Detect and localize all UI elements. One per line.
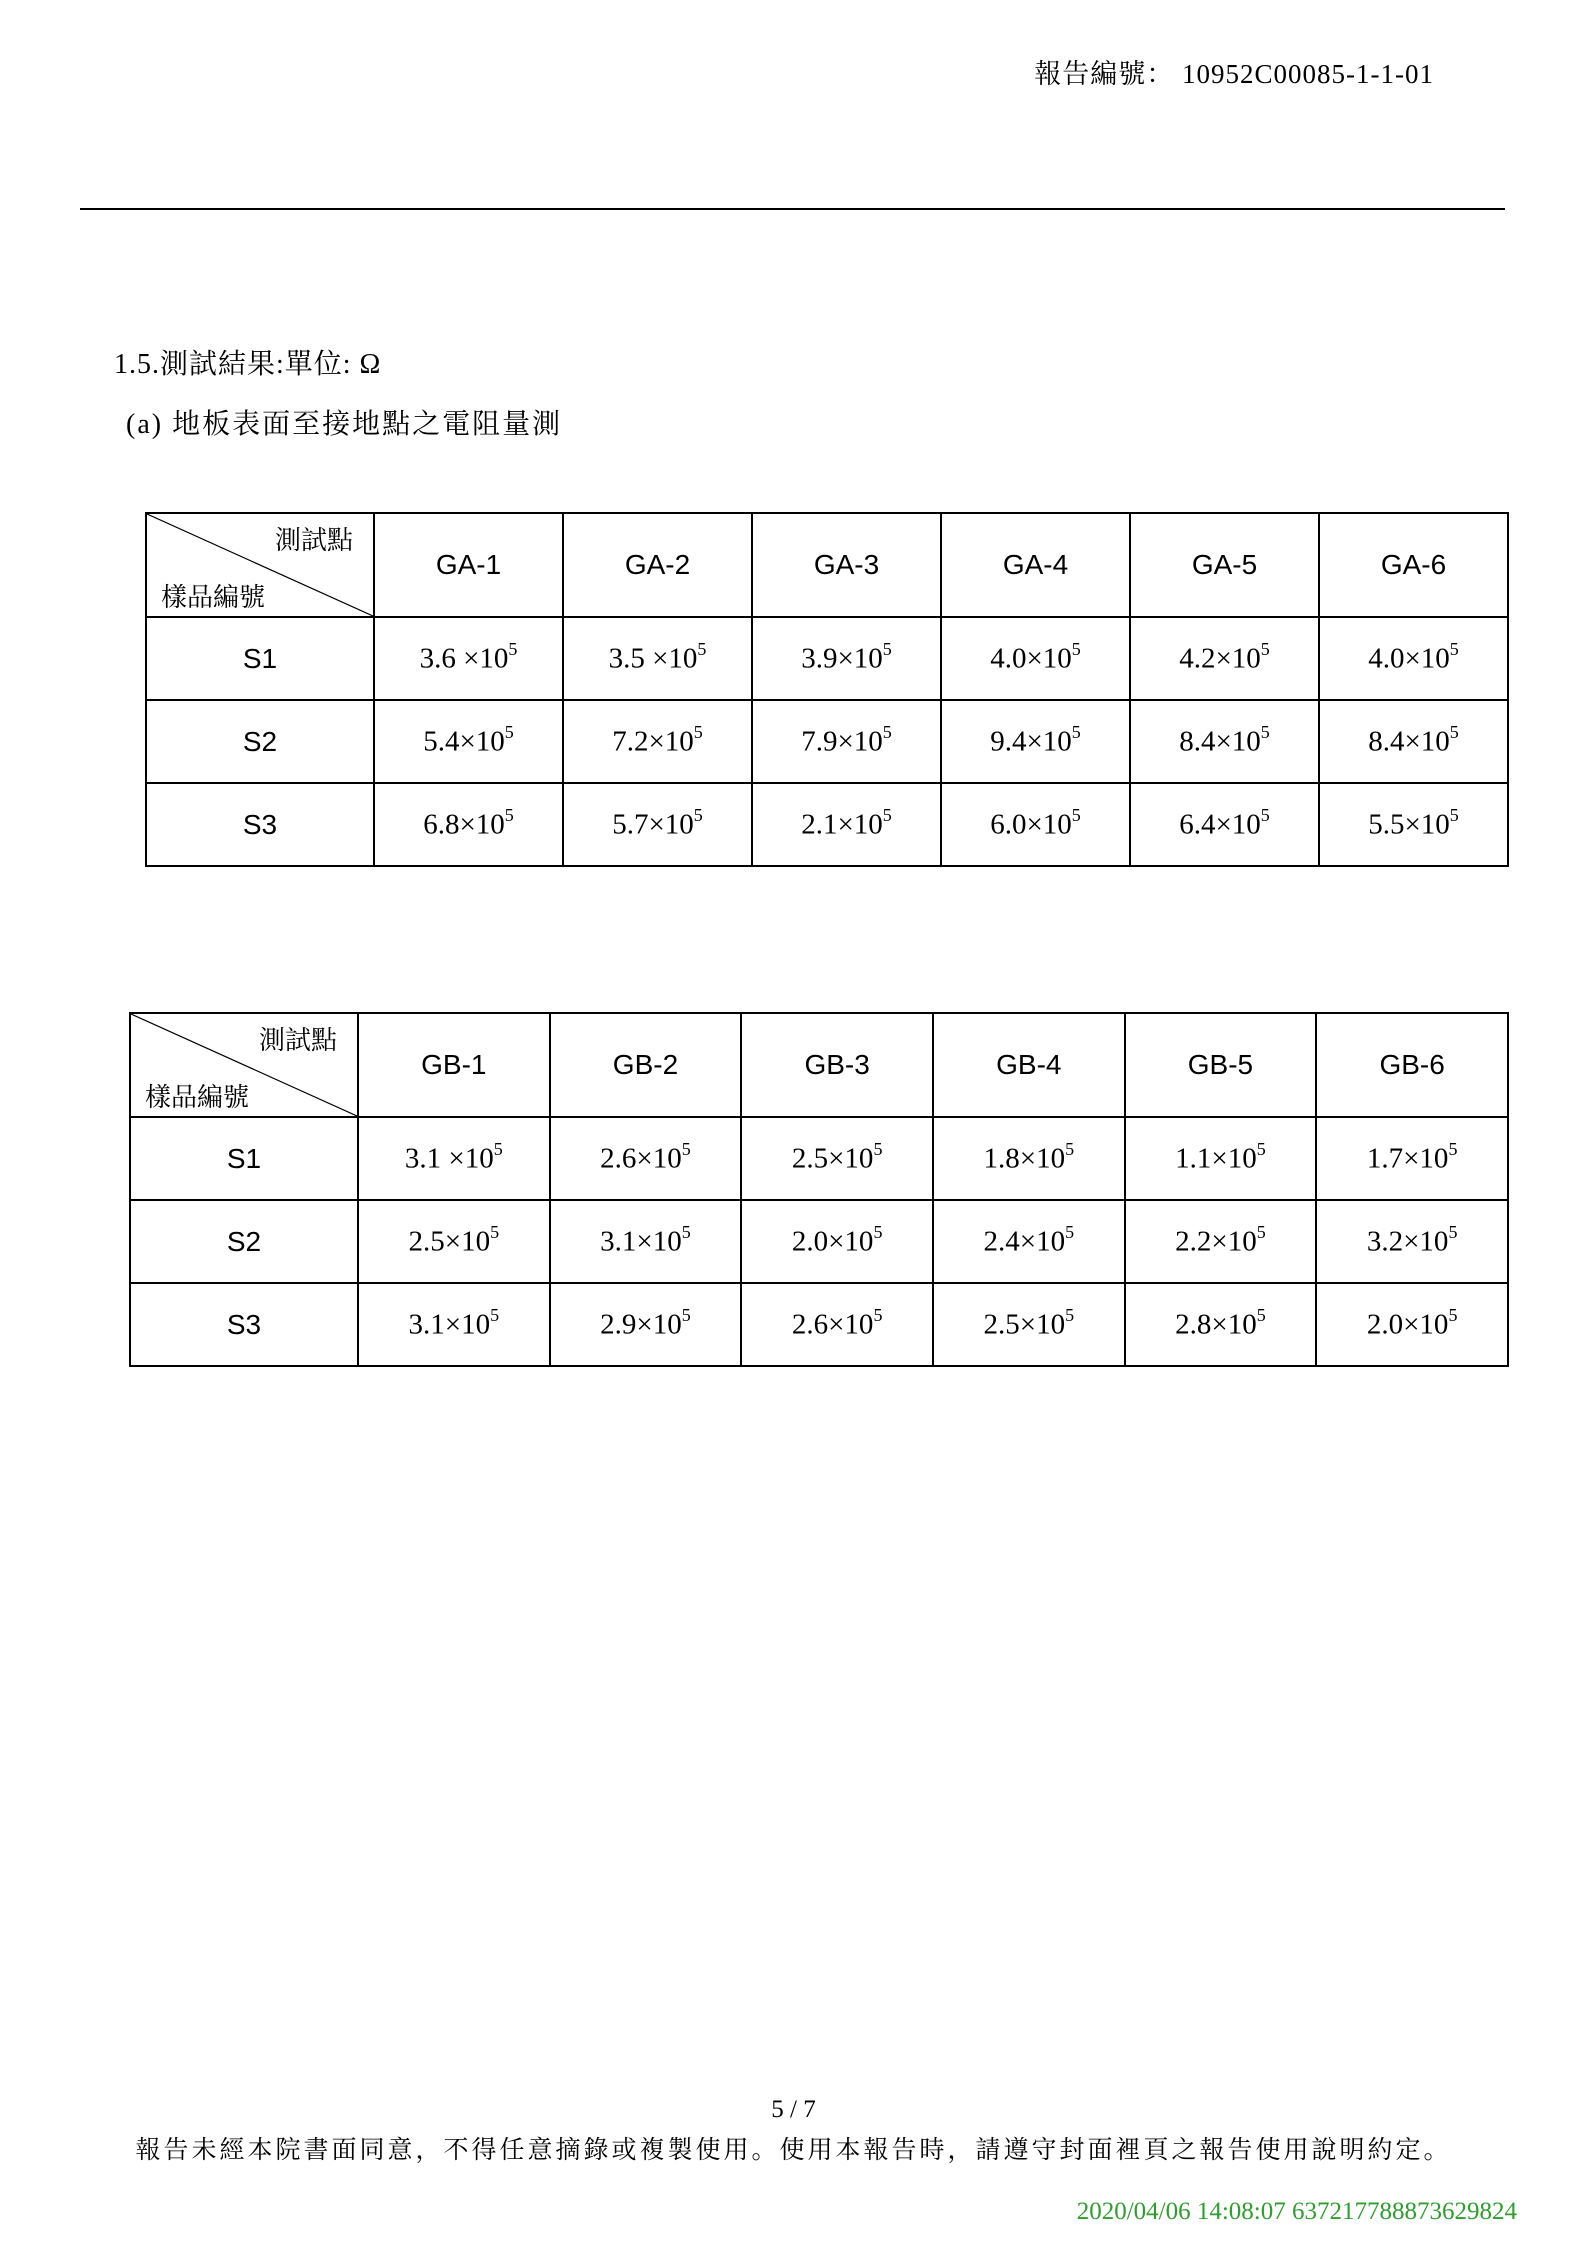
value-cell: $9.4\times 10^5$ xyxy=(941,700,1130,783)
value-cell: $2.5\times 10^5$ xyxy=(741,1117,933,1200)
corner-label-test-point: 測試點 xyxy=(258,1025,337,1055)
table-corner-header xyxy=(146,513,374,617)
value-cell: $3.5 \times 10^5$ xyxy=(563,617,752,700)
page-number: 5 / 7 xyxy=(771,2096,816,2123)
column-header: GB-4 xyxy=(933,1013,1125,1117)
value-cell: $3.9\times 10^5$ xyxy=(752,617,941,700)
value-cell: $7.2\times 10^5$ xyxy=(563,700,752,783)
column-header: GA-4 xyxy=(941,513,1130,617)
table-row xyxy=(130,1200,1508,1283)
table-row xyxy=(146,700,1508,783)
value-cell: $4.2\times 10^5$ xyxy=(1130,617,1319,700)
header-divider xyxy=(80,208,1505,210)
value-cell: $5.5\times 10^5$ xyxy=(1319,783,1508,866)
value-cell: $2.6\times 10^5$ xyxy=(741,1283,933,1366)
value-cell: $1.8\times 10^5$ xyxy=(933,1117,1125,1200)
table-row xyxy=(130,1117,1508,1200)
value-cell: $2.6\times 10^5$ xyxy=(550,1117,742,1200)
value-cell: $2.5\times 10^5$ xyxy=(933,1283,1125,1366)
value-cell: $2.0\times 10^5$ xyxy=(741,1200,933,1283)
column-header: GB-6 xyxy=(1316,1013,1508,1117)
value-cell: $2.0\times 10^5$ xyxy=(1316,1283,1508,1366)
resistance-table-gb xyxy=(129,1012,1509,1367)
row-label: S2 xyxy=(130,1200,358,1283)
row-label: S3 xyxy=(130,1283,358,1366)
table-row xyxy=(146,617,1508,700)
column-header: GB-2 xyxy=(550,1013,742,1117)
value-cell: $7.9\times 10^5$ xyxy=(752,700,941,783)
column-header: GA-5 xyxy=(1130,513,1319,617)
value-cell: $6.8\times 10^5$ xyxy=(374,783,563,866)
value-cell: $5.7\times 10^5$ xyxy=(563,783,752,866)
value-cell: $2.5\times 10^5$ xyxy=(358,1200,550,1283)
value-cell: $8.4\times 10^5$ xyxy=(1319,700,1508,783)
value-cell: $1.7\times 10^5$ xyxy=(1316,1117,1508,1200)
value-cell: $5.4\times 10^5$ xyxy=(374,700,563,783)
section-title: 1.5.測試結果:單位: Ω xyxy=(114,349,382,380)
value-cell: $2.8\times 10^5$ xyxy=(1125,1283,1317,1366)
row-label: S2 xyxy=(146,700,374,783)
value-cell: $2.9\times 10^5$ xyxy=(550,1283,742,1366)
section-subtitle: (a) 地板表面至接地點之電阻量測 xyxy=(126,409,563,440)
column-header: GA-3 xyxy=(752,513,941,617)
value-cell: $2.2\times 10^5$ xyxy=(1125,1200,1317,1283)
value-cell: $4.0\times 10^5$ xyxy=(1319,617,1508,700)
table-row xyxy=(130,1283,1508,1366)
value-cell: $3.2\times 10^5$ xyxy=(1316,1200,1508,1283)
value-cell: $1.1\times 10^5$ xyxy=(1125,1117,1317,1200)
table-row xyxy=(146,783,1508,866)
value-cell: $4.0\times 10^5$ xyxy=(941,617,1130,700)
row-label: S3 xyxy=(146,783,374,866)
corner-label-sample-id: 樣品編號 xyxy=(161,582,266,612)
value-cell: $3.1\times 10^5$ xyxy=(358,1283,550,1366)
table-corner-header xyxy=(130,1013,358,1117)
timestamp-stamp: 2020/04/06 14:08:07 637217788873629824 xyxy=(1076,2198,1517,2225)
corner-label-sample-id: 樣品編號 xyxy=(145,1082,250,1112)
value-cell: $8.4\times 10^5$ xyxy=(1130,700,1319,783)
column-header: GB-1 xyxy=(358,1013,550,1117)
footer-notice: 報告未經本院書面同意，不得任意摘錄或複製使用。使用本報告時，請遵守封面裡頁之報告使用說明約定。 xyxy=(135,2137,1452,2164)
column-header: GB-3 xyxy=(741,1013,933,1117)
corner-label-test-point: 測試點 xyxy=(274,525,353,555)
value-cell: $6.4\times 10^5$ xyxy=(1130,783,1319,866)
value-cell: $6.0\times 10^5$ xyxy=(941,783,1130,866)
column-header: GA-2 xyxy=(563,513,752,617)
column-header: GA-6 xyxy=(1319,513,1508,617)
resistance-table-ga xyxy=(145,512,1509,867)
value-cell: $3.1\times 10^5$ xyxy=(550,1200,742,1283)
row-label: S1 xyxy=(146,617,374,700)
column-header: GB-5 xyxy=(1125,1013,1317,1117)
column-header: GA-1 xyxy=(374,513,563,617)
value-cell: $2.4\times 10^5$ xyxy=(933,1200,1125,1283)
value-cell: $2.1\times 10^5$ xyxy=(752,783,941,866)
value-cell: $3.1 \times 10^5$ xyxy=(358,1117,550,1200)
value-cell: $3.6 \times 10^5$ xyxy=(374,617,563,700)
row-label: S1 xyxy=(130,1117,358,1200)
report-number: 報告編號： 10952C00085-1-1-01 xyxy=(1034,59,1434,89)
